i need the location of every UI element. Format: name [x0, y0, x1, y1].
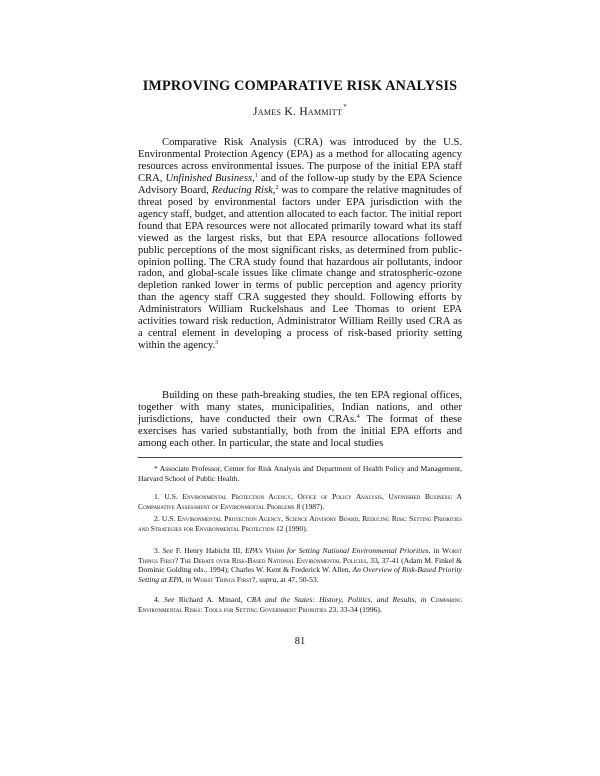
footnote-3-in: in: [185, 575, 192, 585]
page-number: 81: [294, 636, 306, 647]
footnote-4-sep-1: ,: [414, 595, 421, 604]
footnote-4-number: 4.: [154, 595, 160, 604]
footnote-4-article: CRA and the States: History, Politics, and Results: [246, 595, 415, 604]
footnote-2-text: U.S. Environmental Protection Agency, Science Advisory Board, Reducing Risk: Setting Priorities and Strategies for Environmental Protection 12 (1990).: [138, 514, 462, 533]
footnote-3-number: 3.: [154, 546, 160, 555]
p2-text-a: Building on these path-breaking studies, the ten EPA regional offices, together with many states, municipalities, Indian nations, and other jurisdictions, have conducted their own CRAs.: [138, 390, 462, 425]
footnote-4-book: Comparing Environmental Risks: Tools for Setting Government Priorities: [138, 595, 462, 614]
paragraph-1: [138, 137, 462, 352]
author-footnote-mark: *: [343, 103, 347, 111]
footnote-ref-3: 3: [215, 340, 219, 347]
footnote-4-see: See: [163, 595, 175, 604]
p1-title-unfinished-business: Unfinished Business,: [165, 172, 255, 184]
p1-text-d: and of the follow-up study by the EPA Science Advisory Board,: [138, 172, 462, 196]
footnote-3-sep-2: ,: [181, 575, 186, 585]
footnote-3-book-short: Worst Things First?: [193, 575, 256, 585]
p1-text-a: Comparative Risk Analysis (CRA) was introduced by the U.S. Environmental Protection Agency (EPA) as a method for allocating agency resources across environmental issues. The purpose of the initial EPA staff CRA,: [138, 137, 462, 184]
author-name: James K. Hammitt: [253, 106, 343, 118]
p2-text-c: The format of these exercises has varied substantially, both from the initial EPA efforts and among each other. In particular, the state and local studies: [138, 413, 463, 449]
p1-title-reducing-risk: Reducing Risk,: [211, 184, 276, 196]
footnote-3-book: Worst Things First? The Debate over Risk-Based National Environmental Policies: [138, 546, 462, 565]
author-byline: [0, 103, 600, 118]
footnote-3-article-2: An Overview of Risk-Based Priority Setting at EPA: [138, 565, 462, 585]
footnote-4-pages: 23, 33-34 (1996).: [326, 604, 382, 614]
footnote-star: * Associate Professor, Center for Risk Analysis and Department of Health Policy and Management, Harvard School of Public Health.: [138, 464, 462, 483]
footnote-4: [138, 595, 462, 614]
footnote-1: [138, 492, 462, 511]
footnote-1-number: 1.: [154, 492, 160, 501]
footnote-1-text: U.S. Environmental Protection Agency, Office of Policy Analysis, Unfinished Business: A Comparative Assessment of Environmental Problems 8 (1987).: [138, 492, 463, 511]
footnote-ref-4: 4: [356, 413, 360, 420]
footnote-3-author-2: , 33, 37-41 (Adam M. Finkel & Dominic Golding eds., 1994); Charles W. Kent & Frederick W. Allen,: [138, 555, 462, 575]
footnote-4-in: in: [420, 595, 427, 604]
footnote-divider: [138, 457, 462, 458]
footnote-3-sep-1: , in: [428, 546, 443, 555]
footnote-3-author-1: F. Henry Habicht III,: [173, 546, 246, 555]
article-title: IMPROVING COMPARATIVE RISK ANALYSIS: [142, 78, 458, 94]
footnote-4-author: Richard A. Minard,: [174, 595, 247, 604]
footnote-3-supra: supra: [259, 575, 277, 585]
footnote-2-number: 2.: [154, 514, 160, 523]
footnote-3-see: See: [162, 546, 174, 555]
footnote-2: [138, 514, 462, 533]
footnote-3-article-1: EPA's Vision for Setting National Environmental Priorities: [245, 546, 429, 555]
footnote-ref-2: 2: [275, 184, 279, 191]
footnote-3-pages: , at 47, 50-53.: [276, 575, 319, 585]
p1-text-g: was to compare the relative magnitudes of threat posed by environmental factors under EPA jurisdiction with the agency staff, budget, and attention allocated to each factor. The initial report found that EPA resources were not allocated primarily toward what its staff viewed as the largest risks, but that EPA resource allocations followed public perceptions of the most significant risks, as determined from public-opinion polling. The CRA study found that hazardous air pollutants, indoor radon, and global-scale issues like climate change and stratospheric-ozone depletion ranked lower in terms of public perception and agency priority than the agency staff CRA suggested they should. Following efforts by Administrators William Ruckelshaus and Lee Thomas to orient EPA activities toward risk reduction, Administrator William Reilly used CRA as a central element in developing a process of risk-based priority setting within the agency.: [138, 184, 462, 352]
paragraph-2: [138, 390, 462, 450]
footnote-3-sep-3: ,: [255, 575, 260, 585]
footnote-3: [138, 546, 462, 585]
footnote-ref-1: 1: [254, 172, 258, 179]
